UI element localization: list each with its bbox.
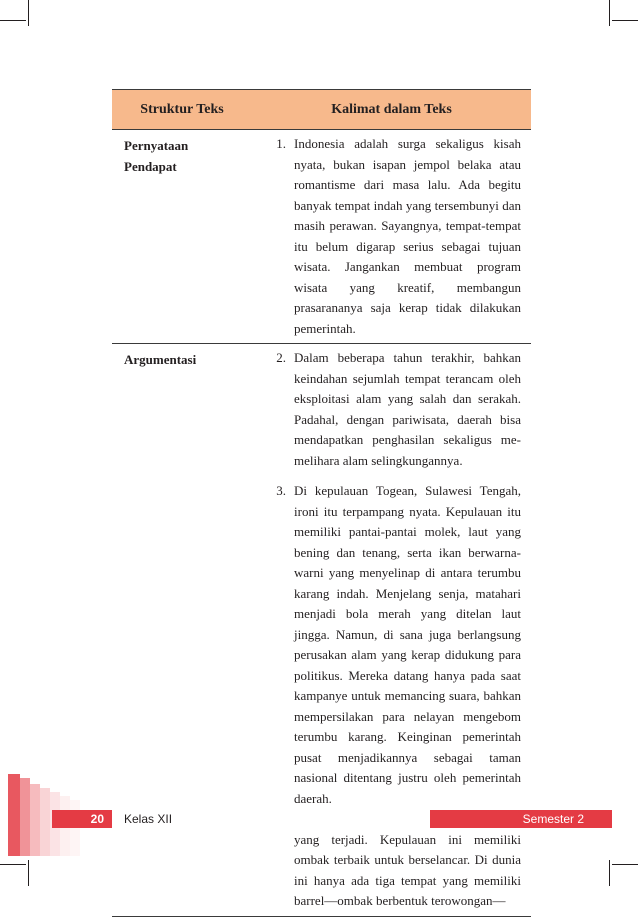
crop-mark (28, 860, 29, 886)
sentence-cell (252, 130, 531, 344)
crop-mark (0, 20, 26, 21)
crop-mark (612, 864, 638, 865)
header-kalimat-dalam-teks: Kalimat dalam Teks (252, 90, 531, 130)
list-item (252, 134, 521, 339)
page-number: 20 (52, 810, 112, 828)
crop-mark (609, 0, 610, 26)
item-text: Indonesia adalah surga sekaligus kisah nyata, bukan isapan jempol belaka atau romantisme dari masa lalu. Ada begitu banyak tempat indah yang tersembunyi dan masih perawan. Sayangnya, tempat-tempat itu belum digarap serius sebagai tujuan wisata. Jangankan membuat program wisata yang kreatif, membangun prasarananya saja kerap tidak dilakukan pemerintah. (294, 136, 521, 336)
semester-label: Semester 2 (430, 810, 612, 828)
text-structure-table (112, 89, 531, 917)
item-text: Dalam beberapa tahun terakhir, bahkan keindahan sejumlah tempat terancam oleh eksploitasi alam yang salah dan serakah. Padahal, dengan pariwisata, daerah bisa mendapatkan penghasilan sekaligus me-melihara alam selingkungannya. (294, 350, 521, 468)
structure-label: Argumentasi (112, 344, 252, 917)
crop-mark (612, 20, 638, 21)
item-text: yang terjadi. Kepulauan ini memiliki ombak terbaik untuk berselancar. Di dunia ini hanya ada tiga tempat yang memiliki barrel—ombak berbentuk terowongan— (294, 831, 521, 908)
structure-label: Pernyataan Pendapat (112, 130, 252, 344)
item-number: 3. (276, 483, 286, 498)
item-number: 1. (276, 136, 286, 151)
crop-mark (0, 864, 26, 865)
crop-mark (609, 860, 610, 886)
list-item (252, 481, 521, 809)
table-row (112, 130, 531, 344)
crop-mark (28, 0, 29, 26)
sentence-cell (252, 344, 531, 917)
table-row (112, 344, 531, 917)
item-number: 2. (276, 350, 286, 365)
header-struktur-teks: Struktur Teks (112, 90, 252, 130)
table-header-row (112, 90, 531, 130)
list-item (252, 348, 521, 471)
class-label: Kelas XII (112, 810, 430, 828)
item-text: Di kepulauan Togean, Sulawesi Tengah, ironi itu terpampang nyata. Kepulauan itu memiliki pantai-pantai molek, laut yang bening dan tenang, serta ikan berwarna-warni yang menyelinap di antara terumbu karang indah. Menjelang senja, matahari menjadi bola merah yang ditelan laut jingga. Namun, di sana juga berlangsung perusakan alam yang kerap didukung para politikus. Mereka datang hanya pada saat kampanye untuk memancing suara, bahkan mempersilakan para nelayan mengebom terumbu karang. Keinginan pemerintah pusat menjadikannya sebagai taman nasional ditentang justru oleh pemerintah daerah. (294, 483, 521, 806)
